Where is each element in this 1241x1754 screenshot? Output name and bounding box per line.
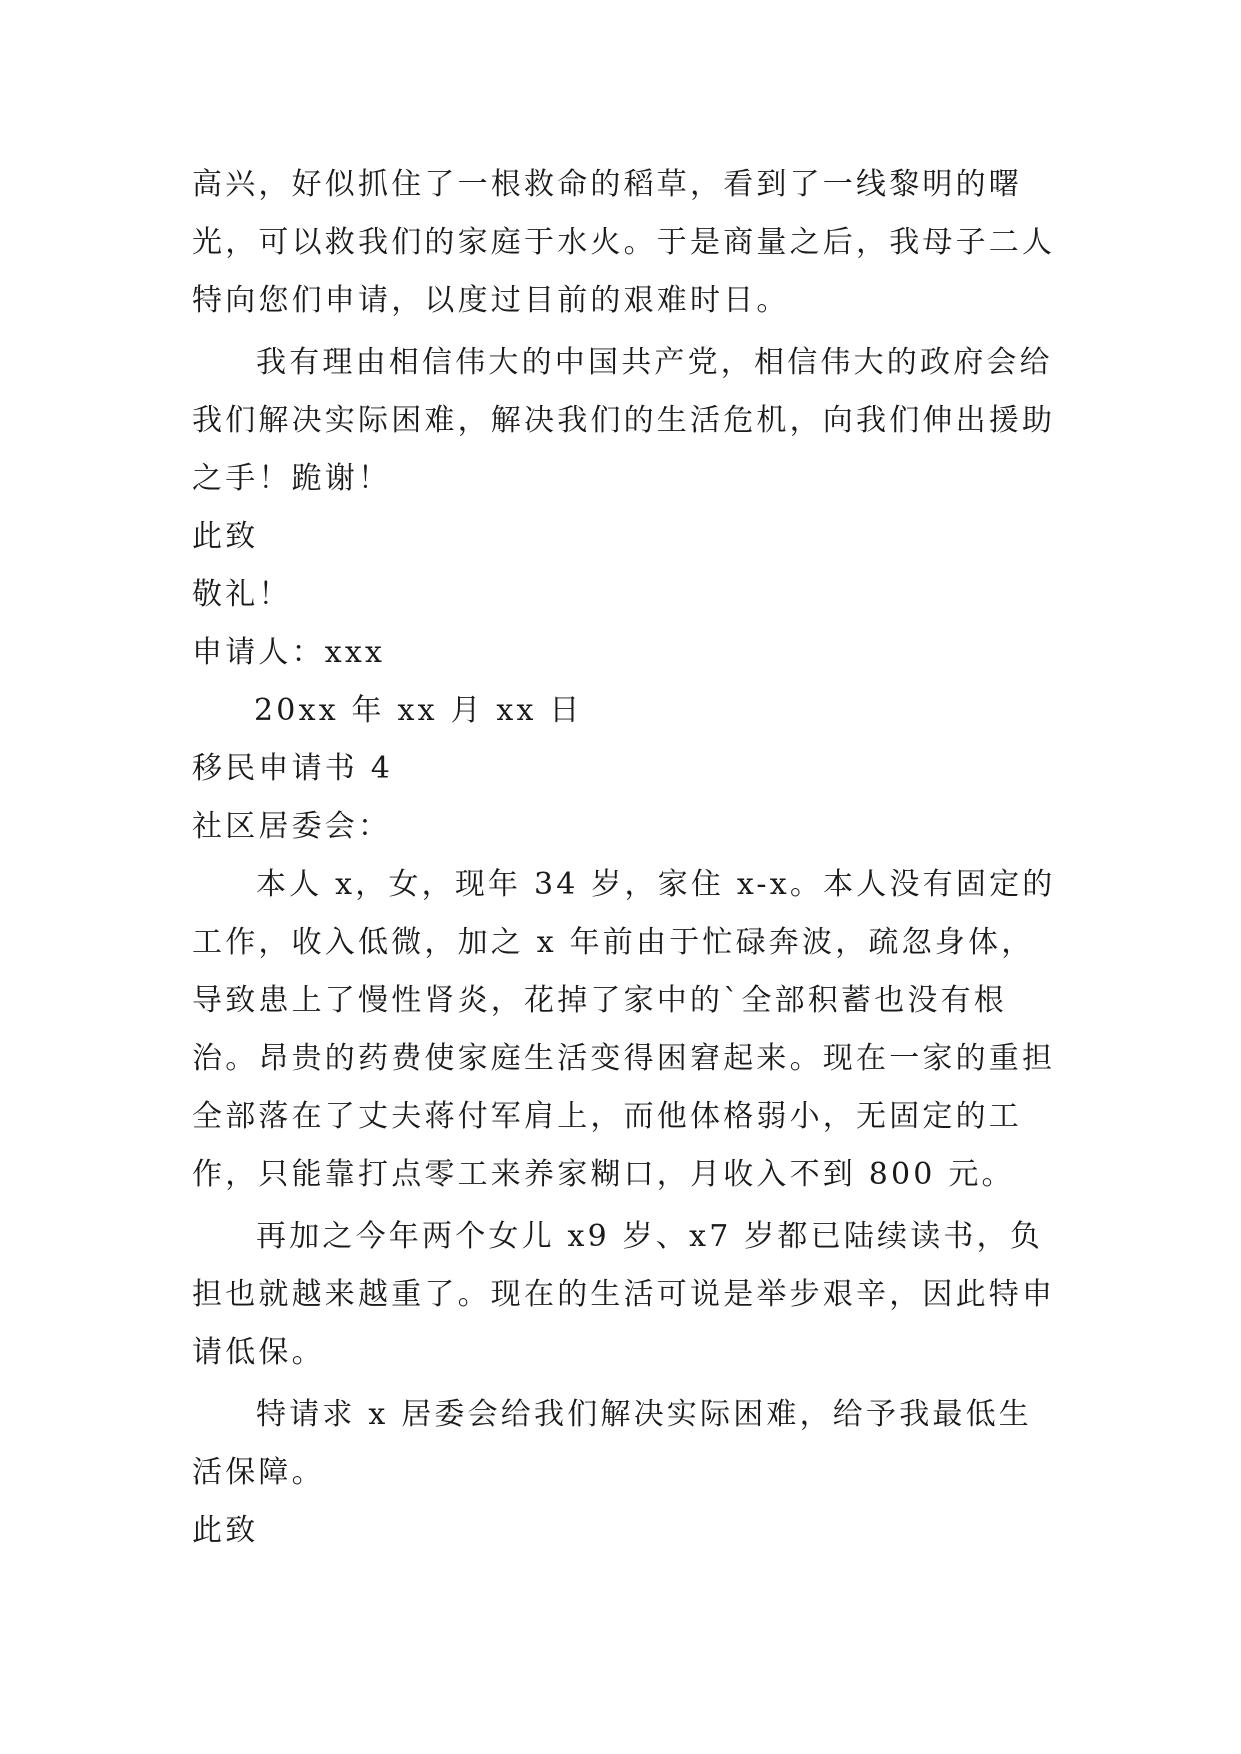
document-body — [192, 156, 1064, 1560]
paragraph-burden: 再加之今年两个女儿 x9 岁、x7 岁都已陆续读书，负担也就越来越重了。现在的生活可说是举步艰辛，因此特申请低保。 — [192, 1219, 1056, 1370]
paragraph-trust: 我有理由相信伟大的中国共产党，相信伟大的政府会给我们解决实际困难，解决我们的生活危机，向我们伸出援助之手！跪谢！ — [192, 345, 1056, 496]
applicant-signature: 申请人：xxx — [192, 635, 386, 670]
section-title: 移民申请书 4 — [192, 751, 394, 786]
paragraph-request: 特请求 x 居委会给我们解决实际困难，给予我最低生活保障。 — [192, 1397, 1032, 1490]
paragraph-continuation: 高兴，好似抓住了一根救命的稻草，看到了一线黎明的曙光，可以救我们的家庭于水火。于是商量之后，我母子二人特向您们申请，以度过目前的艰难时日。 — [192, 167, 1056, 318]
closing-phrase-2: 此致 — [192, 1513, 259, 1548]
paragraph-situation: 本人 x，女，现年 34 岁，家住 x-x。本人没有固定的工作，收入低微，加之 x 年前由于忙碌奔波，疏忽身体，导致患上了慢性肾炎，花掉了家中的`全部积蓄也没有根治。昂贵的药费使家庭生活变得困窘起来。现在一家的重担全部落在了丈夫蒋付军肩上，而他体格弱小，无固定的工作，只能靠打点零工来养家糊口，月收入不到 800 元。 — [192, 867, 1056, 1192]
closing-phrase: 此致 — [192, 519, 259, 554]
salutation: 敬礼！ — [192, 577, 292, 612]
addressee: 社区居委会： — [192, 809, 392, 844]
signature-date: 20xx 年 xx 月 xx 日 — [254, 693, 583, 728]
